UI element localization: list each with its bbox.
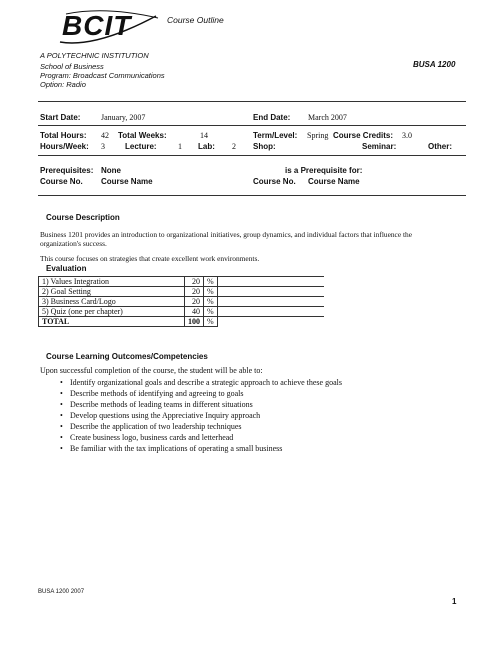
lab-value: 2 [232,142,236,151]
term-level-label: Term/Level: [253,131,298,140]
course-name-header: Course Name [101,177,153,186]
eval-item-unit: % [204,297,218,307]
eval-item-value: 20 [185,287,204,297]
table-row [39,287,324,297]
eval-item-value: 40 [185,307,204,317]
end-date-label: End Date: [253,113,291,122]
divider [38,125,466,126]
course-no-header: Course No. [40,177,83,186]
total-weeks-value: 14 [200,131,208,140]
list-item: • Describe the application of two leadership techniques [60,421,342,432]
course-name-header-2: Course Name [308,177,360,186]
course-description-heading: Course Description [46,213,120,222]
description-line-1: Business 1201 provides an introduction to organizational initiatives, group dynamics, and individual factors that influence the [40,230,412,239]
program-name: Program: Broadcast Communications [40,71,165,80]
institute-tagline: A POLYTECHNIC INSTITUTION [40,51,149,60]
eval-total-label: TOTAL [39,317,185,327]
school-name: School of Business [40,62,104,71]
course-credits-value: 3.0 [402,131,412,140]
seminar-label: Seminar: [362,142,397,151]
eval-item-name: 5) Quiz (one per chapter) [39,307,185,317]
eval-item-unit: % [204,277,218,287]
table-row [39,307,324,317]
footer-course-code: BUSA 1200 2007 [38,589,85,595]
eval-empty-cell [217,297,324,307]
hours-week-value: 3 [101,142,105,151]
eval-empty-cell [217,277,324,287]
list-item: • Identify organizational goals and describe a strategic approach to achieve these goals [60,377,342,388]
total-hours-label: Total Hours: [40,131,87,140]
eval-item-unit: % [204,287,218,297]
table-row [39,277,324,287]
lecture-value: 1 [178,142,182,151]
start-date-value: January, 2007 [101,113,146,122]
list-item: • Describe methods of identifying and agreeing to goals [60,388,342,399]
bcit-logo [56,8,164,48]
end-date-value: March 2007 [308,113,347,122]
term-level-value: Spring [307,131,329,140]
table-row [39,317,324,327]
total-hours-value: 42 [101,131,109,140]
evaluation-heading: Evaluation [46,264,87,273]
eval-item-value: 20 [185,297,204,307]
course-no-header-2: Course No. [253,177,296,186]
course-outline-title: Course Outline [167,15,224,25]
prerequisites-label: Prerequisites: [40,166,94,175]
outcomes-intro: Upon successful completion of the course, the student will be able to: [40,366,263,375]
evaluation-table [38,276,324,327]
description-line-2: organization's success. [40,239,107,248]
eval-item-unit: % [204,307,218,317]
outcomes-list [60,377,342,454]
eval-item-name: 2) Goal Setting [39,287,185,297]
list-item: • Describe methods of leading teams in different situations [60,399,342,410]
eval-empty-cell [217,287,324,297]
eval-total-unit: % [204,317,218,327]
page-number: 1 [452,597,457,606]
divider [38,195,466,196]
shop-label: Shop: [253,142,276,151]
lecture-label: Lecture: [125,142,157,151]
is-prerequisite-label: is a Prerequisite for: [285,166,363,175]
eval-empty-cell [217,307,324,317]
table-row [39,297,324,307]
eval-item-value: 20 [185,277,204,287]
list-item: • Be familiar with the tax implications of operating a small business [60,443,342,454]
hours-week-label: Hours/Week: [40,142,89,151]
course-code: BUSA 1200 [413,60,456,69]
list-item: • Develop questions using the Appreciative Inquiry approach [60,410,342,421]
eval-total-value: 100 [185,317,204,327]
start-date-label: Start Date: [40,113,81,122]
outcomes-heading: Course Learning Outcomes/Competencies [46,352,208,361]
eval-item-name: 1) Values Integration [39,277,185,287]
other-label: Other: [428,142,452,151]
divider [38,101,466,102]
eval-empty-cell [217,317,324,327]
description-paragraph-2: This course focuses on strategies that create excellent work environments. [40,254,260,263]
list-item: • Create business logo, business cards and letterhead [60,432,342,443]
course-credits-label: Course Credits: [333,131,394,140]
prerequisites-value: None [101,166,121,175]
option-name: Option: Radio [40,80,86,89]
divider [38,155,466,156]
lab-label: Lab: [198,142,215,151]
logo-wordmark: BCIT [62,10,132,41]
eval-item-name: 3) Business Card/Logo [39,297,185,307]
total-weeks-label: Total Weeks: [118,131,167,140]
